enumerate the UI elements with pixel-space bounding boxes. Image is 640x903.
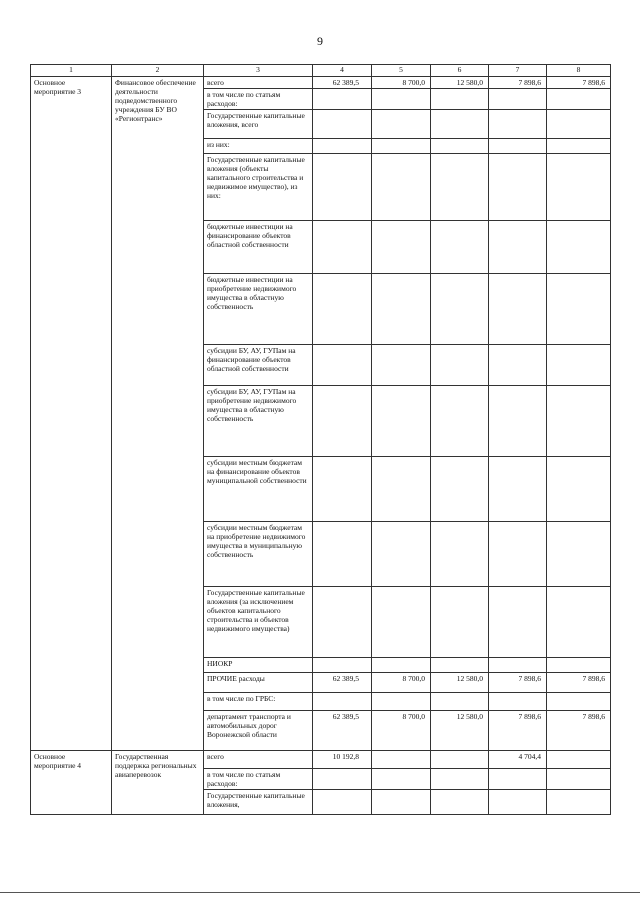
amount-cell	[372, 587, 431, 658]
amount-cell	[489, 693, 547, 711]
amount-cell	[372, 154, 431, 221]
amount-cell	[489, 274, 547, 345]
amount-cell	[431, 751, 489, 769]
expense-label: Государственные капитальные вложения, всего	[204, 110, 313, 139]
amount-cell: 7 898,6	[489, 673, 547, 693]
table-header-row	[31, 65, 611, 77]
amount-cell	[372, 274, 431, 345]
amount-cell	[313, 221, 372, 274]
amount-cell	[431, 769, 489, 790]
expense-label: всего	[204, 77, 313, 89]
amount-cell	[313, 790, 372, 815]
amount-cell	[372, 89, 431, 110]
activity-name: Основное мероприятие 3	[31, 77, 112, 751]
amount-cell	[431, 522, 489, 587]
amount-cell: 12 580,0	[431, 711, 489, 751]
expense-label: в том числе по статьям расходов:	[204, 89, 313, 110]
expense-label: всего	[204, 751, 313, 769]
amount-cell	[547, 658, 611, 673]
amount-cell	[547, 386, 611, 457]
amount-cell: 7 898,6	[547, 77, 611, 89]
amount-cell	[431, 89, 489, 110]
amount-cell: 62 389,5	[313, 673, 372, 693]
amount-cell: 62 389,5	[313, 711, 372, 751]
amount-cell	[489, 386, 547, 457]
amount-cell	[313, 457, 372, 522]
expense-label: бюджетные инвестиции на приобретение недвижимого имущества в областную собственность	[204, 274, 313, 345]
amount-cell	[547, 751, 611, 769]
expense-label: в том числе по ГРБС:	[204, 693, 313, 711]
amount-cell	[372, 751, 431, 769]
header-cell: 7	[489, 65, 547, 77]
amount-cell	[313, 693, 372, 711]
amount-cell: 8 700,0	[372, 711, 431, 751]
amount-cell: 12 580,0	[431, 673, 489, 693]
expense-label: НИОКР	[204, 658, 313, 673]
amount-cell	[372, 693, 431, 711]
budget-table	[30, 64, 611, 815]
amount-cell: 7 898,6	[547, 673, 611, 693]
amount-cell	[431, 457, 489, 522]
header-cell: 5	[372, 65, 431, 77]
amount-cell	[489, 457, 547, 522]
amount-cell: 7 898,6	[547, 711, 611, 751]
amount-cell	[489, 221, 547, 274]
amount-cell	[313, 769, 372, 790]
amount-cell: 7 898,6	[489, 77, 547, 89]
table-row	[31, 751, 611, 769]
amount-cell	[313, 345, 372, 386]
amount-cell	[547, 274, 611, 345]
amount-cell: 8 700,0	[372, 673, 431, 693]
expense-label: Государственные капитальные вложения,	[204, 790, 313, 815]
expense-label: департамент транспорта и автомобильных дорог Воронежской области	[204, 711, 313, 751]
amount-cell	[372, 658, 431, 673]
amount-cell	[489, 345, 547, 386]
expense-label: субсидии БУ, АУ, ГУПам на приобретение недвижимого имущества в областную собственность	[204, 386, 313, 457]
amount-cell	[547, 89, 611, 110]
amount-cell	[431, 693, 489, 711]
amount-cell	[431, 345, 489, 386]
amount-cell	[372, 769, 431, 790]
amount-cell	[313, 89, 372, 110]
amount-cell: 8 700,0	[372, 77, 431, 89]
amount-cell	[372, 522, 431, 587]
amount-cell	[313, 154, 372, 221]
table-row	[31, 77, 611, 89]
amount-cell	[547, 587, 611, 658]
expense-label: ПРОЧИЕ расходы	[204, 673, 313, 693]
header-cell: 1	[31, 65, 112, 77]
expense-label: из них:	[204, 139, 313, 154]
header-cell: 2	[112, 65, 204, 77]
amount-cell	[431, 110, 489, 139]
amount-cell	[547, 154, 611, 221]
amount-cell: 7 898,6	[489, 711, 547, 751]
expense-label: субсидии местным бюджетам на приобретение недвижимого имущества в муниципальную собственность	[204, 522, 313, 587]
amount-cell	[547, 139, 611, 154]
header-cell: 3	[204, 65, 313, 77]
activity-name: Основное мероприятие 4	[31, 751, 112, 815]
amount-cell	[313, 274, 372, 345]
amount-cell: 12 580,0	[431, 77, 489, 89]
amount-cell	[372, 221, 431, 274]
amount-cell	[431, 658, 489, 673]
amount-cell	[489, 522, 547, 587]
amount-cell	[313, 139, 372, 154]
amount-cell	[431, 587, 489, 658]
amount-cell	[489, 587, 547, 658]
page-number: 9	[317, 34, 323, 48]
expense-label: субсидии местным бюджетам на финансирование объектов муниципальной собственности	[204, 457, 313, 522]
amount-cell	[547, 769, 611, 790]
expense-label: в том числе по статьям расходов:	[204, 769, 313, 790]
amount-cell	[313, 587, 372, 658]
amount-cell	[372, 345, 431, 386]
header-cell: 6	[431, 65, 489, 77]
amount-cell	[489, 110, 547, 139]
amount-cell: 10 192,8	[313, 751, 372, 769]
expense-label: Государственные капитальные вложения (за исключением объектов капитального строительства и объектов недвижимого имущества)	[204, 587, 313, 658]
amount-cell	[431, 274, 489, 345]
amount-cell	[431, 790, 489, 815]
amount-cell	[547, 522, 611, 587]
amount-cell	[547, 221, 611, 274]
amount-cell	[372, 790, 431, 815]
amount-cell	[431, 386, 489, 457]
amount-cell	[489, 658, 547, 673]
header-cell: 8	[547, 65, 611, 77]
amount-cell	[372, 110, 431, 139]
activity-description: Финансовое обеспечение деятельности подведомственного учреждения БУ ВО «Регионтранс»	[112, 77, 204, 751]
bottom-rule	[0, 892, 640, 893]
amount-cell	[489, 154, 547, 221]
amount-cell	[313, 522, 372, 587]
amount-cell	[313, 658, 372, 673]
expense-label: бюджетные инвестиции на финансирование объектов областной собственности	[204, 221, 313, 274]
amount-cell	[547, 345, 611, 386]
amount-cell: 4 704,4	[489, 751, 547, 769]
amount-cell	[489, 139, 547, 154]
header-cell: 4	[313, 65, 372, 77]
amount-cell	[547, 693, 611, 711]
amount-cell	[431, 154, 489, 221]
amount-cell	[547, 790, 611, 815]
amount-cell	[547, 110, 611, 139]
amount-cell	[372, 386, 431, 457]
amount-cell	[489, 790, 547, 815]
amount-cell	[313, 386, 372, 457]
amount-cell: 62 389,5	[313, 77, 372, 89]
amount-cell	[431, 139, 489, 154]
amount-cell	[547, 457, 611, 522]
amount-cell	[489, 89, 547, 110]
expense-label: субсидии БУ, АУ, ГУПам на финансирование объектов областной собственности	[204, 345, 313, 386]
amount-cell	[313, 110, 372, 139]
amount-cell	[372, 457, 431, 522]
amount-cell	[372, 139, 431, 154]
expense-label: Государственные капитальные вложения (объекты капитального строительства и недвижимое имущество), из них:	[204, 154, 313, 221]
activity-description: Государственная поддержка региональных авиаперевозок	[112, 751, 204, 815]
amount-cell	[431, 221, 489, 274]
amount-cell	[489, 769, 547, 790]
